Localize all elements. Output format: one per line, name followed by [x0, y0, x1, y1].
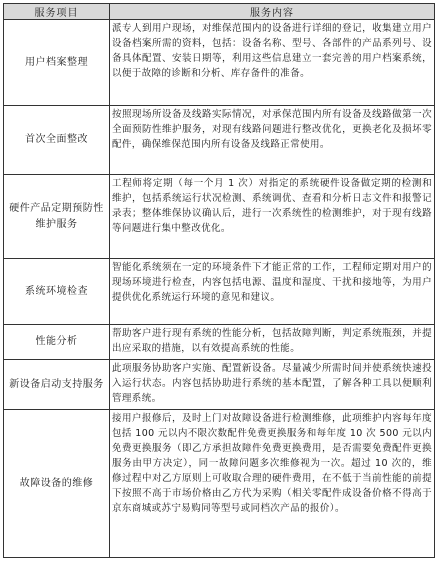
row-item-cell: 故障设备的维修: [4, 410, 110, 558]
table-row: [4, 360, 435, 410]
service-table: [3, 3, 435, 558]
table-row: [4, 20, 435, 106]
row-content-cell: 此项服务协助客户实施、配置新设备。尽量减少所需时间并使系统快速投入运行状态。内容包括协助进行系统的基本配置，了解各种工具以便顺利管理系统。: [110, 360, 435, 410]
row-content-cell: 帮助客户进行现有系统的性能分析，包括故障判断，判定系统瓶颈，并提出应采取的措施，以有效提高系统的性能。: [110, 325, 435, 360]
row-item-cell: 硬件产品定期预防性维护服务: [4, 175, 110, 259]
row-content-cell: 工程师将定期（每一个月 1 次）对指定的系统硬件设备做定期的检测和维护，包括系统运行状况检测、系统调优、查看和分析日志文件和报警记录表；整体维保协议确认后，进行一次系统性的检测维护，对于现有线路等问题进行集中整改优化。: [110, 175, 435, 259]
table-row: [4, 259, 435, 325]
table-row: [4, 175, 435, 259]
table-header-row: [4, 4, 435, 20]
row-item-cell: 首次全面整改: [4, 106, 110, 175]
row-item-cell: 用户档案整理: [4, 20, 110, 106]
table-row: [4, 325, 435, 360]
row-content-cell: 智能化系统须在一定的环境条件下才能正常的工作，工程师定期对用户的现场环境进行检查，内容包括电源、温度和湿度、干扰和接地等，为用户提供优化系统运行环境的意见和建议。: [110, 259, 435, 325]
header-service-content: 服务内容: [110, 4, 435, 20]
row-item-cell: 系统环境检查: [4, 259, 110, 325]
row-item-cell: 新设备启动支持服务: [4, 360, 110, 410]
table-row: [4, 410, 435, 558]
row-item-cell: 性能分析: [4, 325, 110, 360]
row-content-cell: 派专人到用户现场，对维保范围内的设备进行详细的登记，收集建立用户设备档案所需的资料，包括：设备名称、型号、各部件的产品系列号、设备具体配置、安装日期等，利用这些信息建立一套完善的用户档案系统，以便于故障的诊断和分析、库存备件的准备。: [110, 20, 435, 106]
row-content-cell: 按照现场所设备及线路实际情况，对承保范围内所有设备及线路做第一次全面预防性维护服务，对现有线路问题进行整改优化，更换老化及损坏零配件，确保维保范围内所有设备及线路正常使用。: [110, 106, 435, 175]
header-service-item: 服务项目: [4, 4, 110, 20]
table-row: [4, 106, 435, 175]
row-content-cell: 接用户报修后，及时上门对故障设备进行检测维修，此项维护内容每年度包括 100 元以内不限次数配件免费更换服务和每年度 10 次 500 元以内免费更换服务（即乙方承担故障件免费更换费用，是否需要免费配件更换服务由甲方决定），同一故障问题多次维修视为一次。超过 10 次的，维修过程中对乙方原则上可收取合理的硬件费用，在不低于当前性能的前提下按照不高于市场价格由乙方代为采购（相关零配件成设备价格不得高于京东商城或苏宁易购同等型号或同档次产品的报价）。: [110, 410, 435, 558]
